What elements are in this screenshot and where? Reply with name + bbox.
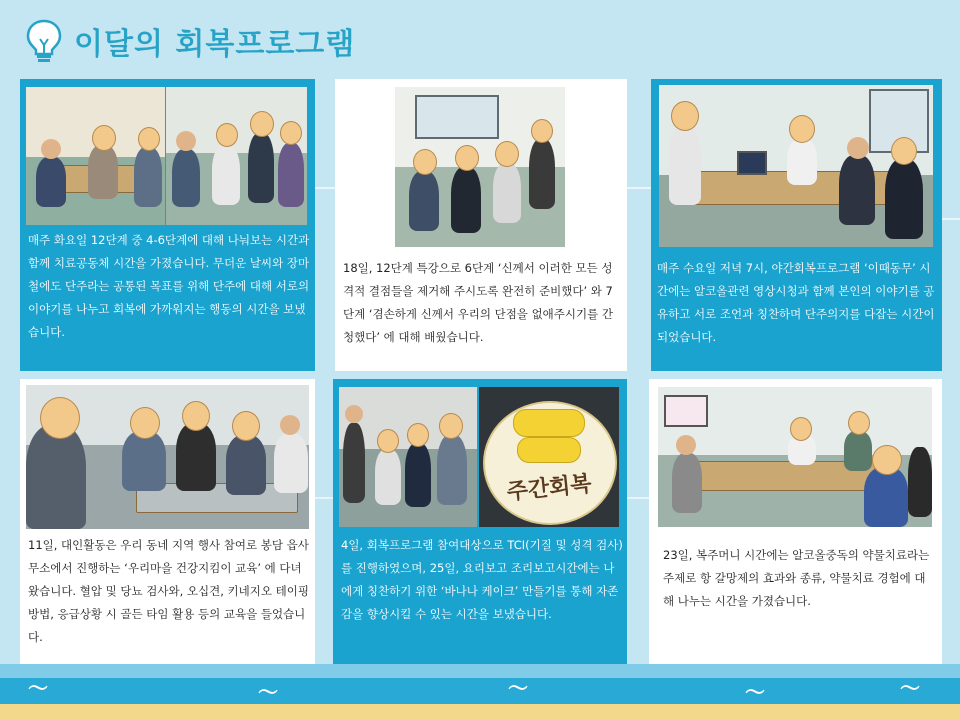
connector-line xyxy=(627,187,651,189)
program-card-5 xyxy=(333,379,627,676)
title-area xyxy=(22,16,355,66)
card-text: 매주 수요일 저녁 7시, 야간회복프로그램 ‘이때동무’ 시간에는 알코올관련 영상시청과 함께 본인의 이야기를 공유하고 서로 조언과 칭찬하며 단주의지를 다잡는 시간이 되었습니다. xyxy=(657,261,935,344)
photo-group-discussion-2 xyxy=(166,87,307,225)
card-text: 4일, 회복프로그램 참여대상으로 TCI(기질 및 성격 검사)를 진행하였으며, 25일, 요리보고 조리보고시간에는 나에게 칭찬하기 위한 ‘바나나 케이크’ 만들기를 통해 자존감을 향상시킬 수 있는 시간을 보냈습니다. xyxy=(341,538,623,621)
wave-icon: 〜 xyxy=(28,676,48,700)
card-text: 11일, 대인활동은 우리 동네 지역 행사 참여로 봉담 읍사무소에서 진행하는 ‘우리마을 건강지킴이 교육’ 에 다녀왔습니다. 혈압 및 당뇨 검사와, 오십견, 키네지오 테이핑 방법, 응급상황 시 골든 타임 활용 등의 교육을 들었습니다. xyxy=(28,538,309,644)
wave-icon: 〜 xyxy=(258,680,278,704)
sea-band xyxy=(0,664,960,678)
program-card-6 xyxy=(649,379,942,676)
lightbulb-icon xyxy=(22,17,66,65)
card-text: 18일, 12단계 특강으로 6단계 ‘신께서 이러한 모든 성격적 결점들을 제거해 주시도록 완전히 준비했다’ 와 7단계 ‘겸손하게 신께서 우리의 단점을 없애주시기를 간청했다’ 에 대해 배웠습니다. xyxy=(343,261,613,344)
card-text: 23일, 복주머니 시간에는 알코올중독의 약물치료라는 주제로 항 갈망제의 효과와 종류, 약물치료 경험에 대해 나누는 시간을 가졌습니다. xyxy=(663,548,930,608)
wave-icon: 〜 xyxy=(508,676,528,700)
connector-line xyxy=(315,187,335,189)
photo-group-discussion-1 xyxy=(26,87,165,225)
program-card-4 xyxy=(20,379,315,676)
photo-banana-cake xyxy=(479,387,619,527)
wave-icon: 〜 xyxy=(745,680,765,704)
photo-tci-test xyxy=(339,387,477,527)
connector-line xyxy=(942,218,960,220)
program-card-1 xyxy=(20,79,315,371)
program-card-2 xyxy=(335,79,627,371)
connector-line xyxy=(315,497,335,499)
sand xyxy=(0,704,960,720)
program-card-3 xyxy=(651,79,942,371)
photo-step-lecture xyxy=(395,87,565,247)
card-text: 매주 화요일 12단계 중 4-6단계에 대해 나눠보는 시간과 함께 치료공동체 시간을 가졌습니다. 무더운 날씨와 장마철에도 단주라는 공통된 목표를 위해 단주에 대해 서로의 이야기를 나누고 회복에 가까워지는 행동의 시간을 보냈습니다. xyxy=(28,233,310,339)
photo-health-education xyxy=(26,385,309,529)
connector-line xyxy=(627,497,651,499)
photo-medication-session xyxy=(658,387,932,527)
page-title: 이달의 회복프로그램 xyxy=(74,27,356,62)
photo-night-program xyxy=(659,85,933,247)
cake-lettering: 주간회복 xyxy=(505,471,593,506)
wave-icon: 〜 xyxy=(900,676,920,700)
